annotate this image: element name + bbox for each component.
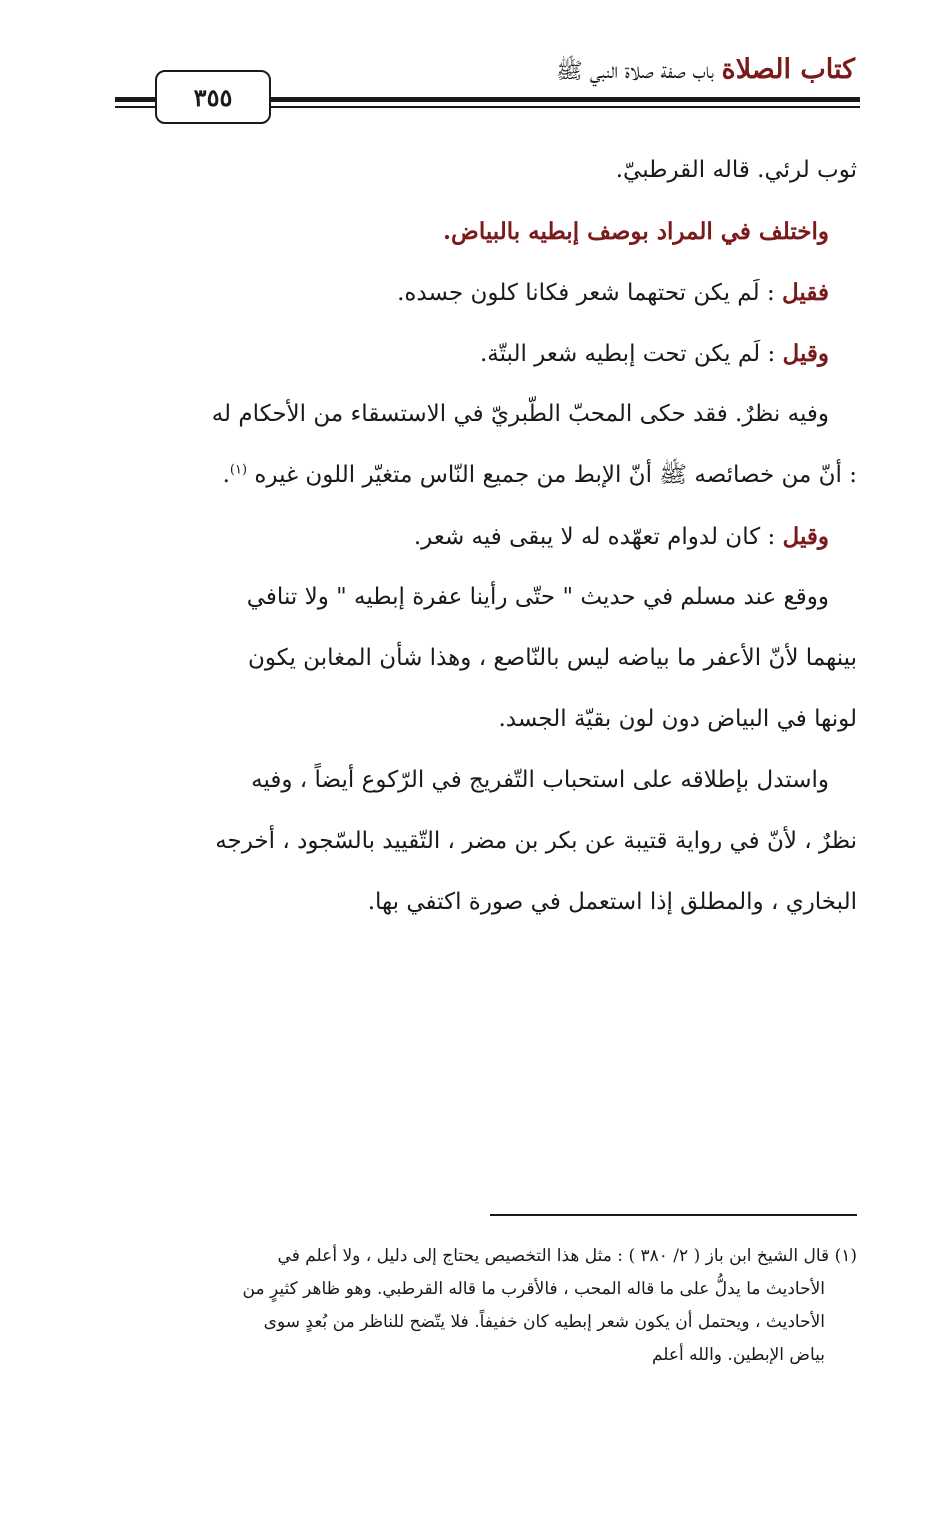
text-line: ووقع عند مسلم في حديث " حتّى رأينا عفرة إبطيه " ولا تنافي — [246, 584, 829, 610]
opinion-line — [115, 323, 857, 384]
chapter-title: باب صفة صلاة النبي ﷺ — [556, 59, 714, 84]
opinion-line — [115, 262, 857, 323]
page-number — [155, 70, 271, 124]
page-number-text: ٣٥٥ — [193, 82, 233, 112]
footnote-line: (١) قال الشيخ ابن باز ( ٢/ ٣٨٠ ) : مثل هذا التخصيص يحتاج إلى دليل ، ولا أعلم في — [277, 1246, 857, 1266]
text-line — [115, 445, 857, 506]
text-line: لونها في البياض دون لون بقيّة الجسد. — [498, 706, 857, 732]
text-line: البخاري ، والمطلق إذا استعمل في صورة اكتفي بها. — [367, 889, 857, 915]
footnote-line: الأحاديث ، ويحتمل أن يكون شعر إبطيه كان خفيفاً. فلا يتّضح للناظر من بُعدٍ سوى — [263, 1312, 825, 1332]
opinion-label: وقيل — [782, 523, 829, 550]
opinion-line — [115, 506, 857, 567]
footnotes — [115, 1240, 857, 1372]
opinion-label: وقيل — [782, 340, 829, 367]
text-line: بينهما لأنّ الأعفر ما بياضه ليس بالنّاصع ، وهذا شأن المغابن يكون — [248, 645, 857, 671]
page-header — [0, 0, 945, 130]
opinion-text: : لَم يكن تحتهما شعر فكانا كلون جسده. — [397, 280, 782, 306]
book-title: كتاب الصلاة — [721, 54, 855, 85]
opinion-text: : لَم يكن تحت إبطيه شعر البتّة. — [479, 341, 783, 367]
opinion-text: : كان لدوام تعهّده له لا يبقى فيه شعر. — [413, 524, 783, 550]
text-line: وفيه نظرٌ. فقد حكى المحبّ الطّبريّ في الاستسقاء من الأحكام له — [211, 401, 829, 427]
text-line: نظرٌ ، لأنّ في رواية قتيبة عن بكر بن مضر ، التّقييد بالسّجود ، أخرجه — [215, 828, 857, 854]
opinion-label: فقيل — [782, 279, 829, 306]
footnote-separator — [490, 1214, 857, 1216]
main-text — [115, 140, 857, 933]
running-header — [556, 52, 855, 90]
text-segment: . — [222, 462, 230, 488]
footnote-line: الأحاديث ما يدلُّ على ما قاله المحب ، فالأقرب ما قاله القرطبي. وهو ظاهر كثيرٍ من — [242, 1279, 825, 1299]
text-line: ثوب لرئي. قاله القرطبيّ. — [615, 157, 857, 183]
footnote-reference: (١) — [229, 462, 248, 478]
section-heading: واختلف في المراد بوصف إبطيه بالبياض. — [443, 218, 829, 245]
footnote-line: بياض الإبطين. والله أعلم — [651, 1345, 825, 1365]
text-line: واستدل بإطلاقه على استحباب التّفريج في الرّكوع أيضاً ، وفيه — [251, 767, 829, 793]
text-segment: : أنّ من خصائصه ﷺ أنّ الإبط من جميع النّاس متغيّر اللون غيره — [254, 462, 857, 488]
